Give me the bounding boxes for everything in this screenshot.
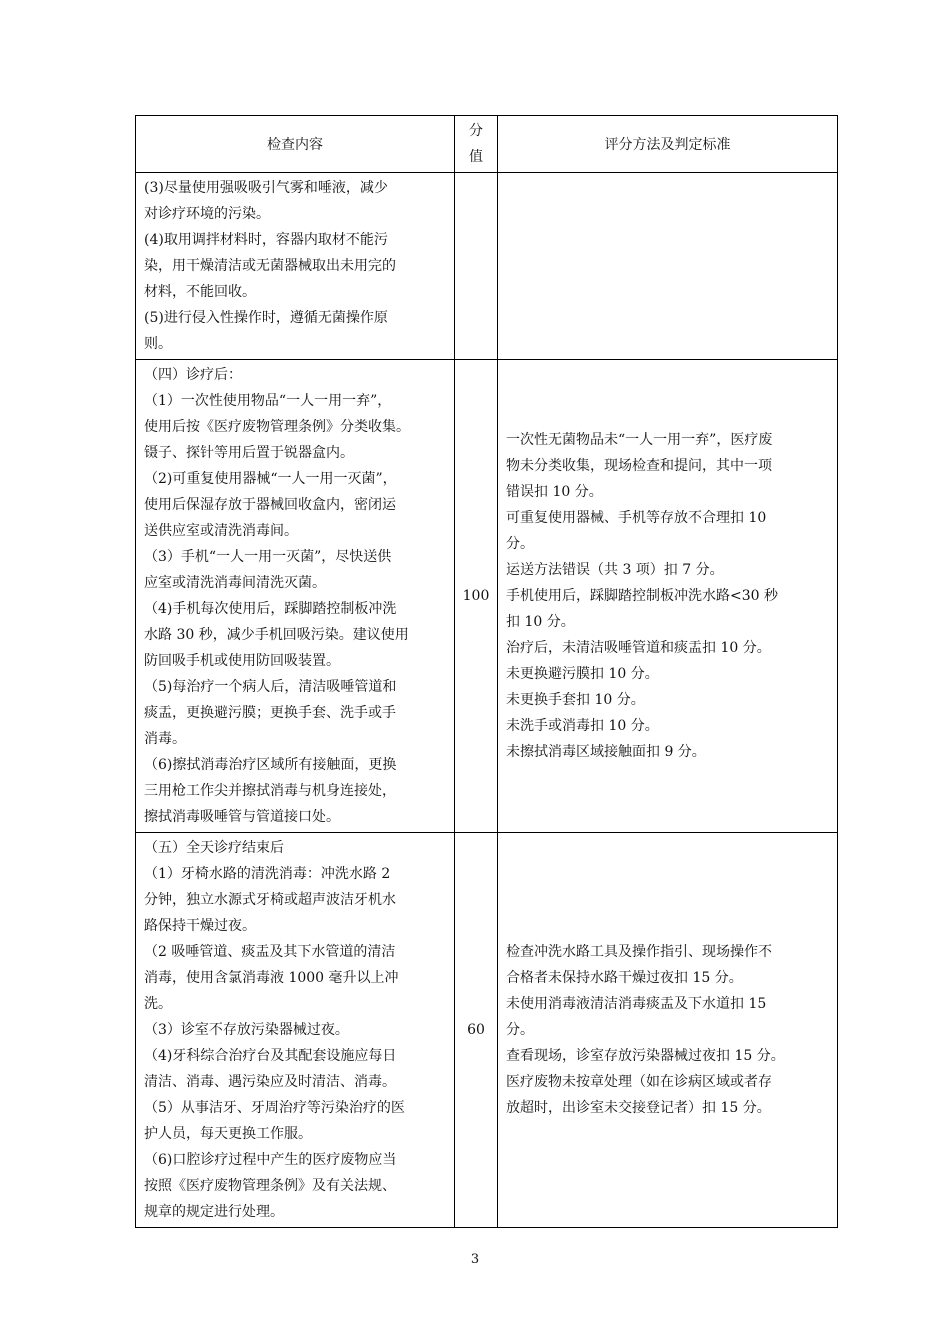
method-cell [498,833,838,1228]
text-line: 放超时，出诊室未交接登记者）扣 15 分。 [506,1100,771,1116]
text-line: 路保持干燥过夜。 [144,918,256,934]
text-line: 错误扣 10 分。 [506,484,603,500]
text-line: （2)可重复使用器械“一人一用一灭菌”， [144,471,397,487]
text-line: 分。 [506,536,534,552]
text-line: 染，用干燥清洁或无菌器械取出未用完的 [144,258,396,274]
text-line: 物未分类收集，现场检查和提问，其中一项 [506,458,772,474]
text-line: (4)取用调拌材料时，容器内取材不能污 [144,232,388,248]
text-line: 规章的规定进行处理。 [144,1204,284,1220]
text-line: (3)尽量使用强吸吸引气雾和唾液，减少 [144,180,388,196]
text-line: 分。 [506,1022,534,1038]
text-line: 水路 30 秒，减少手机回吸污染。建议使用 [144,627,409,643]
header-score-line2: 值 [469,149,483,165]
table-row [136,360,838,833]
text-line: 医疗废物未按章处理（如在诊病区域或者存 [506,1074,772,1090]
page-number: 3 [470,1252,480,1267]
table-row [136,833,838,1228]
method-cell [498,360,838,833]
text-line: （2 吸唾管道、痰盂及其下水管道的清洁 [144,944,396,960]
text-line: 三用枪工作尖并擦拭消毒与机身连接处， [144,783,396,799]
header-score [455,116,498,173]
text-line: （3）诊室不存放污染器械过夜。 [144,1022,349,1038]
inspection-table [135,115,838,1228]
text-line: 镊子、探针等用后置于锐器盒内。 [144,445,354,461]
text-line: 则。 [144,336,172,352]
score-cell [455,173,498,360]
header-method: 评分方法及判定标准 [498,116,838,173]
text-line: 未更换避污膜扣 10 分。 [506,666,659,682]
text-line: （五）全天诊疗结束后 [144,840,284,856]
content-cell [136,360,455,833]
text-line: 痰盂，更换避污膜；更换手套、洗手或手 [144,705,396,721]
text-line: 运送方法错误（共 3 项）扣 7 分。 [506,562,724,578]
text-line: （1）一次性使用物品“一人一用一弃”， [144,393,392,409]
table-header-row [136,116,838,173]
text-line: 手机使用后，踩脚踏控制板冲洗水路<30 秒 [506,588,778,604]
text-line: 未擦拭消毒区域接触面扣 9 分。 [506,744,706,760]
content-cell [136,833,455,1228]
text-line: 应室或清洗消毒间清洗灭菌。 [144,575,326,591]
text-line: 治疗后，未清洁吸唾管道和痰盂扣 10 分。 [506,640,771,656]
text-line: 对诊疗环境的污染。 [144,206,270,222]
text-line: 材料，不能回收。 [144,284,256,300]
text-line: 清洁、消毒、遇污染应及时清洁、消毒。 [144,1074,396,1090]
text-line: 使用后按《医疗废物管理条例》分类收集。 [144,419,410,435]
score-cell: 60 [455,833,498,1228]
text-line: 未使用消毒液清洁消毒痰盂及下水道扣 15 [506,996,767,1012]
text-line: 未洗手或消毒扣 10 分。 [506,718,659,734]
header-score-line1: 分 [469,123,483,139]
text-line: （四）诊疗后： [144,367,242,383]
header-content: 检查内容 [136,116,455,173]
table-row [136,173,838,360]
text-line: 检查冲洗水路工具及操作指引、现场操作不 [506,944,772,960]
text-line: （5）从事洁牙、牙周治疗等污染治疗的医 [144,1100,405,1116]
text-line: 查看现场，诊室存放污染器械过夜扣 15 分。 [506,1048,785,1064]
text-line: 防回吸手机或使用防回吸装置。 [144,653,340,669]
text-line: 擦拭消毒吸唾管与管道接口处。 [144,809,340,825]
text-line: 按照《医疗废物管理条例》及有关法规、 [144,1178,396,1194]
text-line: 可重复使用器械、手机等存放不合理扣 10 [506,510,767,526]
text-line: 护人员，每天更换工作服。 [144,1126,312,1142]
text-line: 扣 10 分。 [506,614,575,630]
text-line: （4)牙科综合治疗台及其配套设施应每日 [144,1048,397,1064]
text-line: 送供应室或清洗消毒间。 [144,523,298,539]
text-line: （4)手机每次使用后，踩脚踏控制板冲洗 [144,601,397,617]
method-cell [498,173,838,360]
text-line: （6)擦拭消毒治疗区域所有接触面，更换 [144,757,397,773]
text-line: （3）手机“一人一用一灭菌”，尽快送供 [144,549,392,565]
text-line: 消毒，使用含氯消毒液 1000 毫升以上冲 [144,970,399,986]
text-line: （1）牙椅水路的清洗消毒：冲洗水路 2 [144,866,391,882]
text-line: (5)进行侵入性操作时，遵循无菌操作原 [144,310,388,326]
content-cell [136,173,455,360]
text-line: 消毒。 [144,731,186,747]
text-line: 分钟，独立水源式牙椅或超声波洁牙机水 [144,892,396,908]
text-line: （6)口腔诊疗过程中产生的医疗废物应当 [144,1152,397,1168]
text-line: 一次性无菌物品未“一人一用一弃”，医疗废 [506,432,773,448]
text-line: 合格者未保持水路干燥过夜扣 15 分。 [506,970,743,986]
text-line: （5)每治疗一个病人后，清洁吸唾管道和 [144,679,397,695]
text-line: 使用后保湿存放于器械回收盒内，密闭运 [144,497,396,513]
score-cell: 100 [455,360,498,833]
text-line: 未更换手套扣 10 分。 [506,692,645,708]
text-line: 洗。 [144,996,172,1012]
